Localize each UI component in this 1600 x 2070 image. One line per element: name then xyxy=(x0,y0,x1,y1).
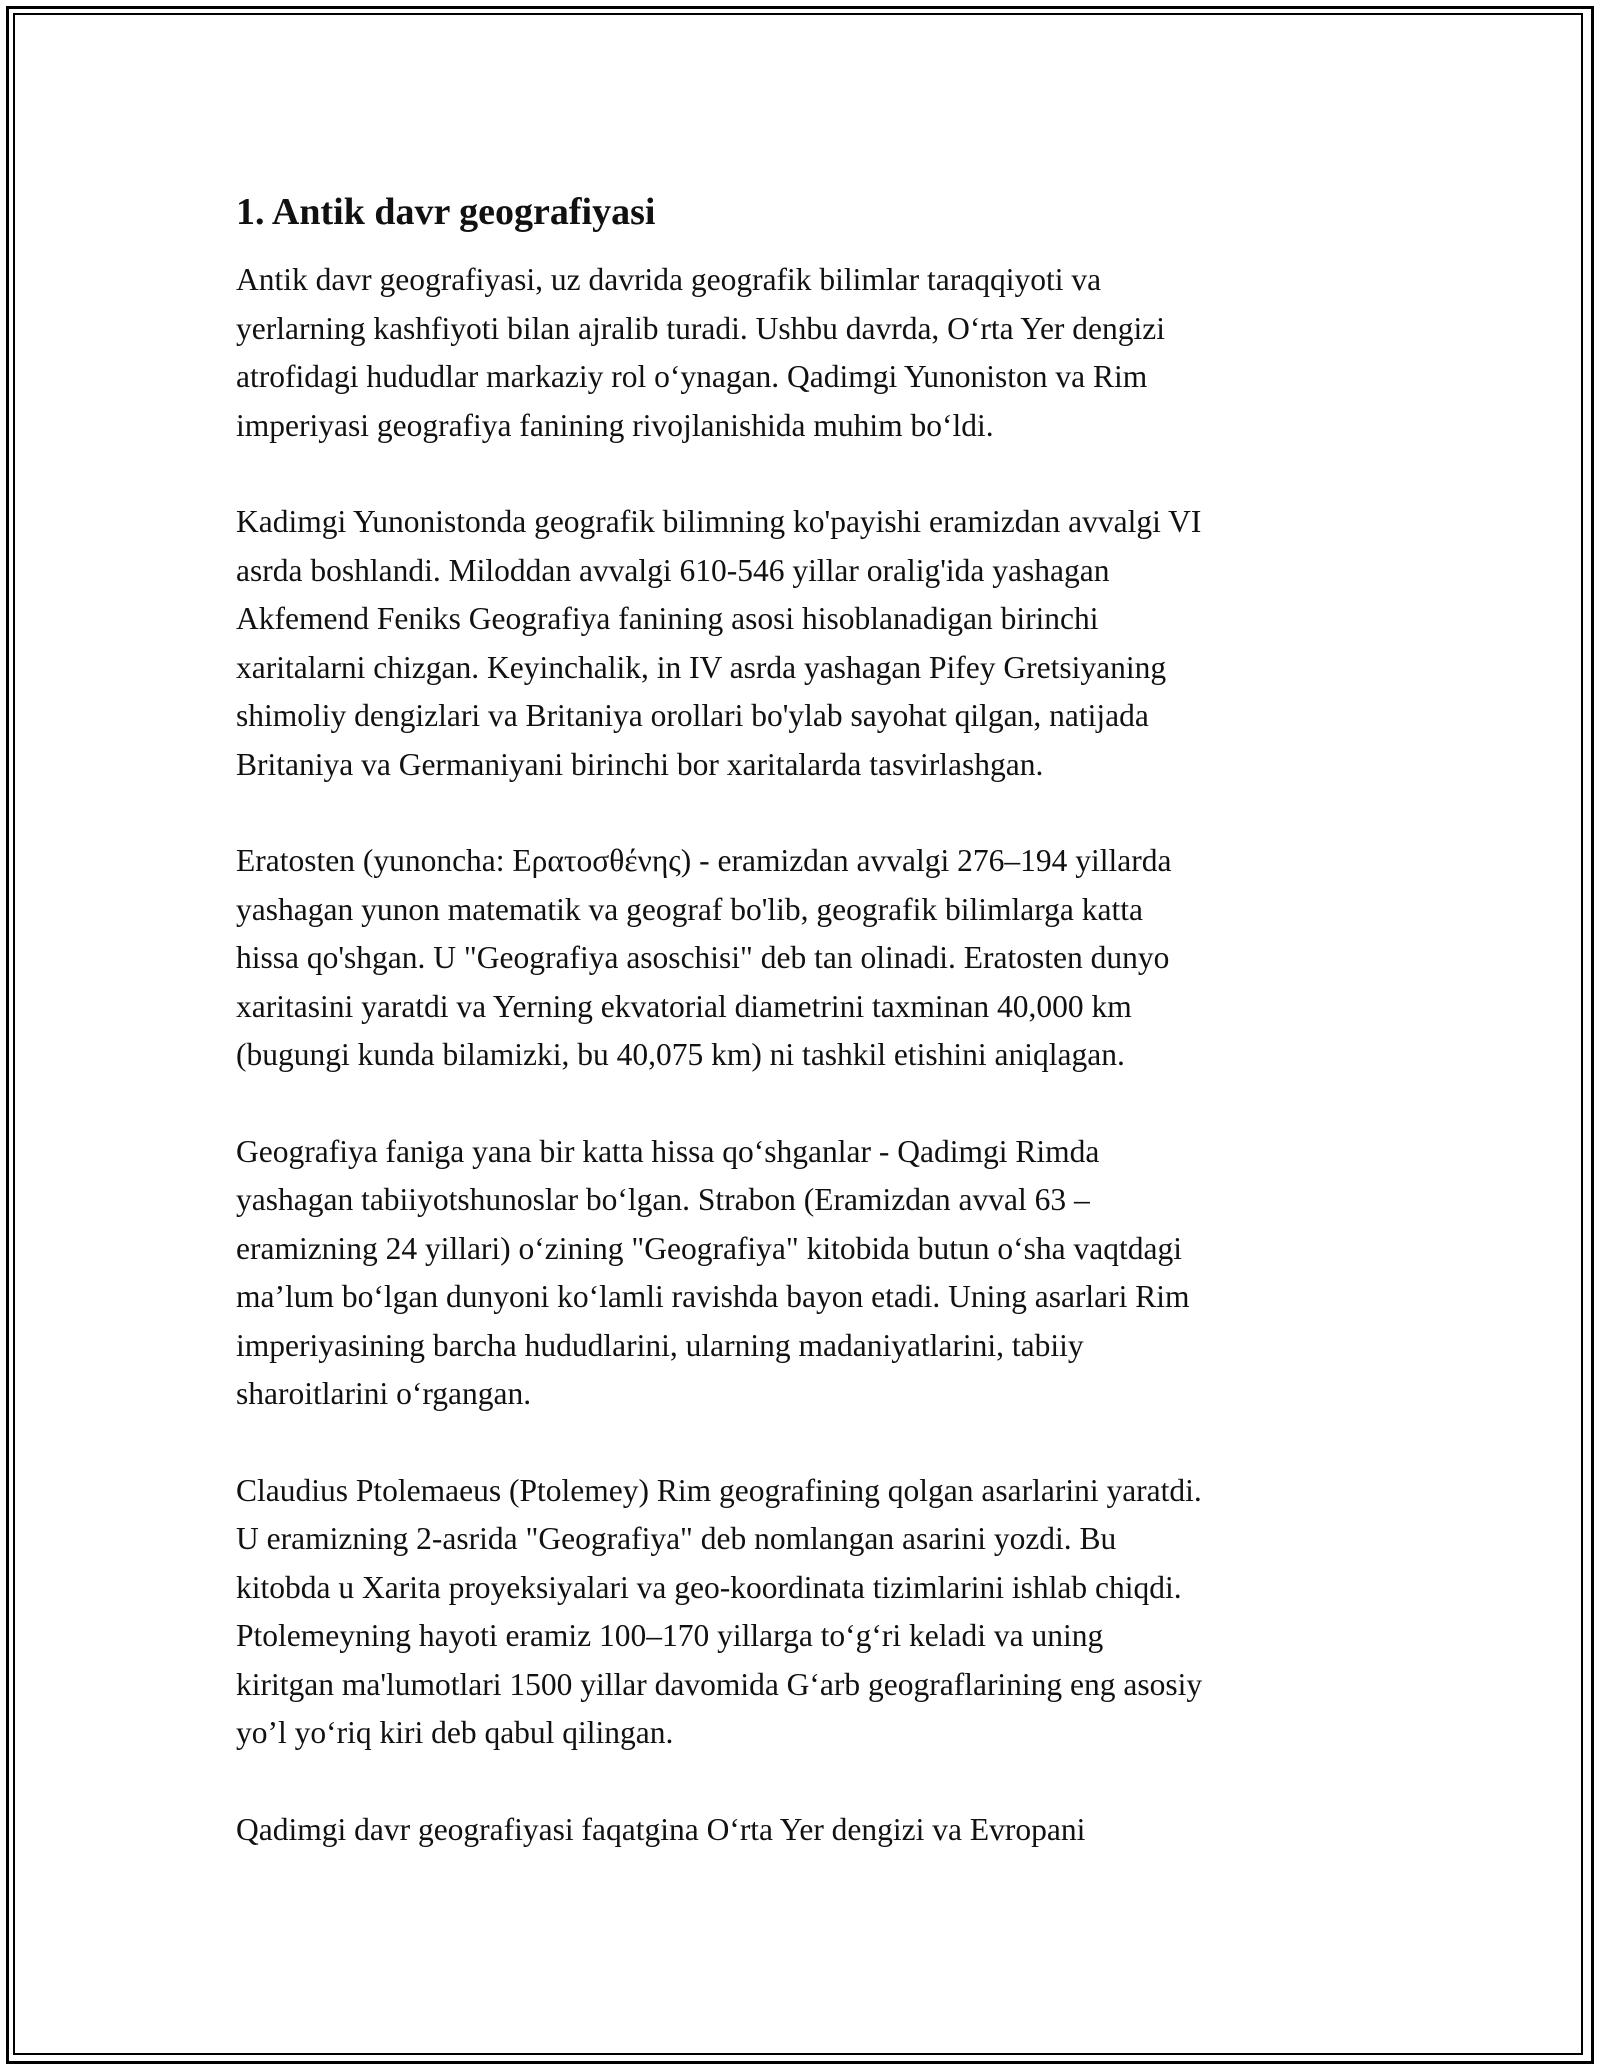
text-line: Qadimgi davr geografiyasi faqatgina O‘rta Yer dengizi va Evropani xyxy=(236,1811,1086,1847)
paragraph-6 xyxy=(236,1806,1386,1855)
paragraph-1 xyxy=(236,256,1386,450)
paragraph-3 xyxy=(236,837,1386,1080)
text-line: Ptolemeyning hayoti eramiz 100–170 yillarga to‘g‘ri keladi va uning xyxy=(236,1618,1104,1653)
text-line: yashagan tabiiyotshunoslar bo‘lgan. Strabon (Eramizdan avval 63 – xyxy=(236,1182,1090,1217)
text-line: xaritasini yaratdi va Yerning ekvatorial diametrini taxminan 40,000 km xyxy=(236,988,1132,1024)
text-line: U eramizning 2-asrida "Geografiya" deb nomlangan asarini yozdi. Bu xyxy=(236,1521,1117,1556)
text-line: Britaniya va Germaniyani birinchi bor xaritalarda tasvirlashgan. xyxy=(236,746,1044,782)
text-line: Kadimgi Yunonistonda geografik bilimning ko'payishi eramizdan avvalgi VI xyxy=(236,504,1202,539)
text-line: xaritalarni chizgan. Keyinchalik, in IV asrda yashagan Pifey Gretsiyaning xyxy=(236,649,1167,685)
document-body xyxy=(236,186,1386,1902)
text-line: shimoliy dengizlari va Britaniya orollari bo'ylab sayohat qilgan, natijada xyxy=(236,698,1149,733)
text-line: sharoitlarini o‘rgangan. xyxy=(236,1376,532,1411)
text-line: Claudius Ptolemaeus (Ptolemey) Rim geografining qolgan asarlarini yaratdi. xyxy=(236,1472,1202,1508)
text-line: yo’l yo‘riq kiri deb qabul qilingan. xyxy=(236,1715,674,1750)
text-line: Eratosten (yunoncha: Ερατοσθένης) - eramizdan avvalgi 276–194 yillarda xyxy=(236,843,1172,878)
text-line: atrofidagi hududlar markaziy rol o‘ynagan. Qadimgi Yunoniston va Rim xyxy=(236,359,1148,394)
text-line: eramizning 24 yillari) o‘zining "Geografiya" kitobida butun o‘sha vaqtdagi xyxy=(236,1230,1182,1266)
text-line: ma’lum bo‘lgan dunyoni ko‘lamli ravishda bayon etadi. Uning asarlari Rim xyxy=(236,1279,1190,1314)
text-line: hissa qo'shgan. U "Geografiya asoschisi" deb tan olinadi. Eratosten dunyo xyxy=(236,940,1170,975)
paragraph-5 xyxy=(236,1467,1386,1758)
text-line: (bugungi kunda bilamizki, bu 40,075 km) ni tashkil etishini aniqlagan. xyxy=(236,1037,1125,1072)
text-line: Akfemend Feniks Geografiya fanining asosi hisoblanadigan birinchi xyxy=(236,601,1099,636)
text-line: kitobda u Xarita proyeksiyalari va geo-koordinata tizimlarini ishlab chiqdi. xyxy=(236,1569,1182,1605)
text-line: imperiyasi geografiya fanining rivojlanishida muhim bo‘ldi. xyxy=(236,407,994,443)
paragraph-2 xyxy=(236,498,1386,789)
text-line: kiritgan ma'lumotlari 1500 yillar davomida G‘arb geograflarining eng asosiy xyxy=(236,1666,1203,1702)
text-line: asrda boshlandi. Miloddan avvalgi 610-546 yillar oralig'ida yashagan xyxy=(236,552,1110,588)
text-line: Geografiya faniga yana bir katta hissa qo‘shganlar - Qadimgi Rimda xyxy=(236,1133,1100,1169)
text-line: imperiyasining barcha hududlarini, ularning madaniyatlarini, tabiiy xyxy=(236,1327,1084,1363)
text-line: Antik davr geografiyasi, uz davrida geografik bilimlar taraqqiyoti va xyxy=(236,262,1102,297)
section-heading: 1. Antik davr geografiyasi xyxy=(236,191,656,233)
text-line: yashagan yunon matematik va geograf bo'lib, geografik bilimlarga katta xyxy=(236,891,1143,927)
paragraph-4 xyxy=(236,1128,1386,1419)
text-line: yerlarning kashfiyoti bilan ajralib turadi. Ushbu davrda, O‘rta Yer dengizi xyxy=(236,310,1166,346)
